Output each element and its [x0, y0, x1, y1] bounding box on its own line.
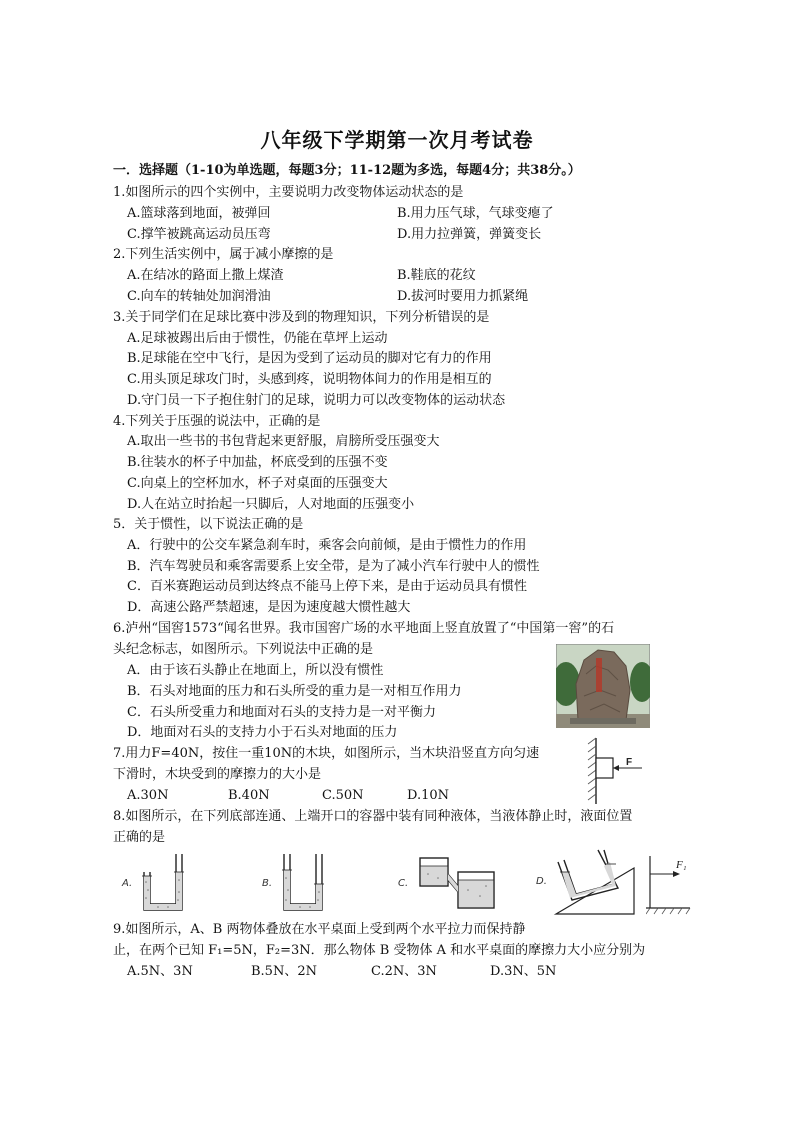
- q3-option-c: C.用头顶足球攻门时，头感到疼，说明物体间力的作用是相互的: [127, 372, 492, 387]
- figure-b-label: B.: [262, 878, 273, 889]
- q5-option-a: A．行驶中的公交车紧急刹车时，乘客会向前倾，是由于惯性力的作用: [127, 538, 527, 553]
- q9-stem-line2: 止，在两个已知 F₁=5N，F₂=3N．那么物体 B 受物体 A 和水平桌面的摩擦力大小应分别为: [113, 943, 646, 958]
- q2-option-d: D.拔河时要用力抓紧绳: [397, 289, 529, 304]
- page-title: 八年级下学期第一次月考试卷: [260, 128, 534, 152]
- q4-option-c: C.向桌上的空杯加水，杯子对桌面的压强变大: [127, 476, 388, 491]
- container-figure-d: [532, 848, 640, 918]
- container-figure-c: [394, 852, 504, 914]
- q2-option-b: B.鞋底的花纹: [397, 268, 476, 283]
- q8-stem-line2: 正确的是: [113, 830, 166, 845]
- q4-stem: 4.下列关于压强的说法中，正确的是: [113, 414, 321, 429]
- q1-option-c: C.撑竿被跳高运动员压弯: [127, 227, 271, 242]
- force-f-label: F: [626, 757, 633, 768]
- section-heading: 一．选择题（1-10为单选题，每题3分；11-12题为多选，每题4分；共38分。）: [113, 163, 581, 178]
- q2-option-c: C.向车的转轴处加润滑油: [127, 289, 271, 304]
- q1-option-d: D.用力拉弹簧，弹簧变长: [397, 227, 542, 242]
- q7-stem-line2: 下滑时，木块受到的摩擦力的大小是: [113, 767, 322, 782]
- q7-option-d: D.10N: [407, 788, 450, 803]
- q2-option-a: A.在结冰的路面上撒上煤渣: [127, 268, 284, 283]
- q1-option-b: B.用力压气球，气球变瘪了: [397, 206, 554, 221]
- q9-option-c: C.2N、3N: [371, 964, 437, 979]
- q6-option-b: B．石头对地面的压力和石头所受的重力是一对相互作用力: [127, 684, 462, 699]
- q4-option-b: B.往装水的杯子中加盐，杯底受到的压强不变: [127, 455, 388, 470]
- q3-option-a: A.足球被踢出后由于惯性，仍能在草坪上运动: [127, 331, 388, 346]
- q5-option-d: D．高速公路严禁超速，是因为速度越大惯性越大: [127, 600, 411, 615]
- q5-option-b: B．汽车驾驶员和乘客需要系上安全带，是为了减小汽车行驶中人的惯性: [127, 559, 540, 574]
- force-f1-label: F₁: [676, 859, 687, 871]
- figure-d-label: D.: [536, 876, 547, 887]
- q6-stem-line2: 头纪念标志，如图所示。下列说法中正确的是: [113, 642, 374, 657]
- q3-stem: 3.关于同学们在足球比赛中涉及到的物理知识，下列分析错误的是: [113, 310, 490, 325]
- q1-stem: 1.如图所示的四个实例中，主要说明力改变物体运动状态的是: [113, 185, 464, 200]
- q9-option-d: D.3N、5N: [490, 964, 557, 979]
- q4-option-a: A.取出一些书的书包背起来更舒服，肩膀所受压强变大: [127, 434, 440, 449]
- q9-option-a: A.5N、3N: [127, 964, 193, 979]
- q2-stem: 2.下列生活实例中，属于减小摩擦的是: [113, 247, 334, 262]
- q7-option-a: A.30N: [127, 788, 169, 803]
- q8-stem-line1: 8.如图所示，在下列底部连通、上端开口的容器中装有同种液体，当液体静止时，液面位置: [113, 809, 633, 824]
- q6-stem-line1: 6.泸州“国窖1573“闻名世界。我市国窖广场的水平地面上竖直放置了“中国第一窖”的石: [113, 621, 615, 636]
- q6-option-d: D．地面对石头的支持力小于石头对地面的压力: [127, 725, 398, 740]
- force-f1-diagram: [646, 854, 692, 916]
- q5-stem: 5．关于惯性，以下说法正确的是: [113, 517, 304, 532]
- q7-option-b: B.40N: [228, 788, 270, 803]
- figure-c-label: C.: [398, 878, 409, 889]
- q9-stem-line1: 9.如图所示，A、B 两物体叠放在水平桌面上受到两个水平拉力而保持静: [113, 922, 526, 937]
- q3-option-b: B.足球能在空中飞行，是因为受到了运动员的脚对它有力的作用: [127, 351, 492, 366]
- q7-stem-line1: 7.用力F=40N，按住一重10N的木块，如图所示，当木块沿竖直方向匀速: [113, 746, 540, 761]
- q6-option-c: C．石头所受重力和地面对石头的支持力是一对平衡力: [127, 705, 436, 720]
- q6-option-a: A．由于该石头静止在地面上，所以没有惯性: [127, 663, 384, 678]
- container-figure-a: [118, 850, 202, 916]
- container-figure-b: [258, 850, 342, 916]
- q5-option-c: C．百米赛跑运动员到达终点不能马上停下来，是由于运动员具有惯性: [127, 579, 527, 594]
- q7-option-c: C.50N: [322, 788, 364, 803]
- stone-monument-photo: [556, 644, 650, 728]
- q4-option-d: D.人在站立时抬起一只脚后，人对地面的压强变小: [127, 497, 415, 512]
- q3-option-d: D.守门员一下子抱住射门的足球，说明力可以改变物体的运动状态: [127, 393, 506, 408]
- figure-a-label: A.: [122, 878, 133, 889]
- q1-option-a: A.篮球落到地面，被弹回: [127, 206, 271, 221]
- block-wall-diagram: [580, 736, 650, 806]
- q9-option-b: B.5N、2N: [251, 964, 317, 979]
